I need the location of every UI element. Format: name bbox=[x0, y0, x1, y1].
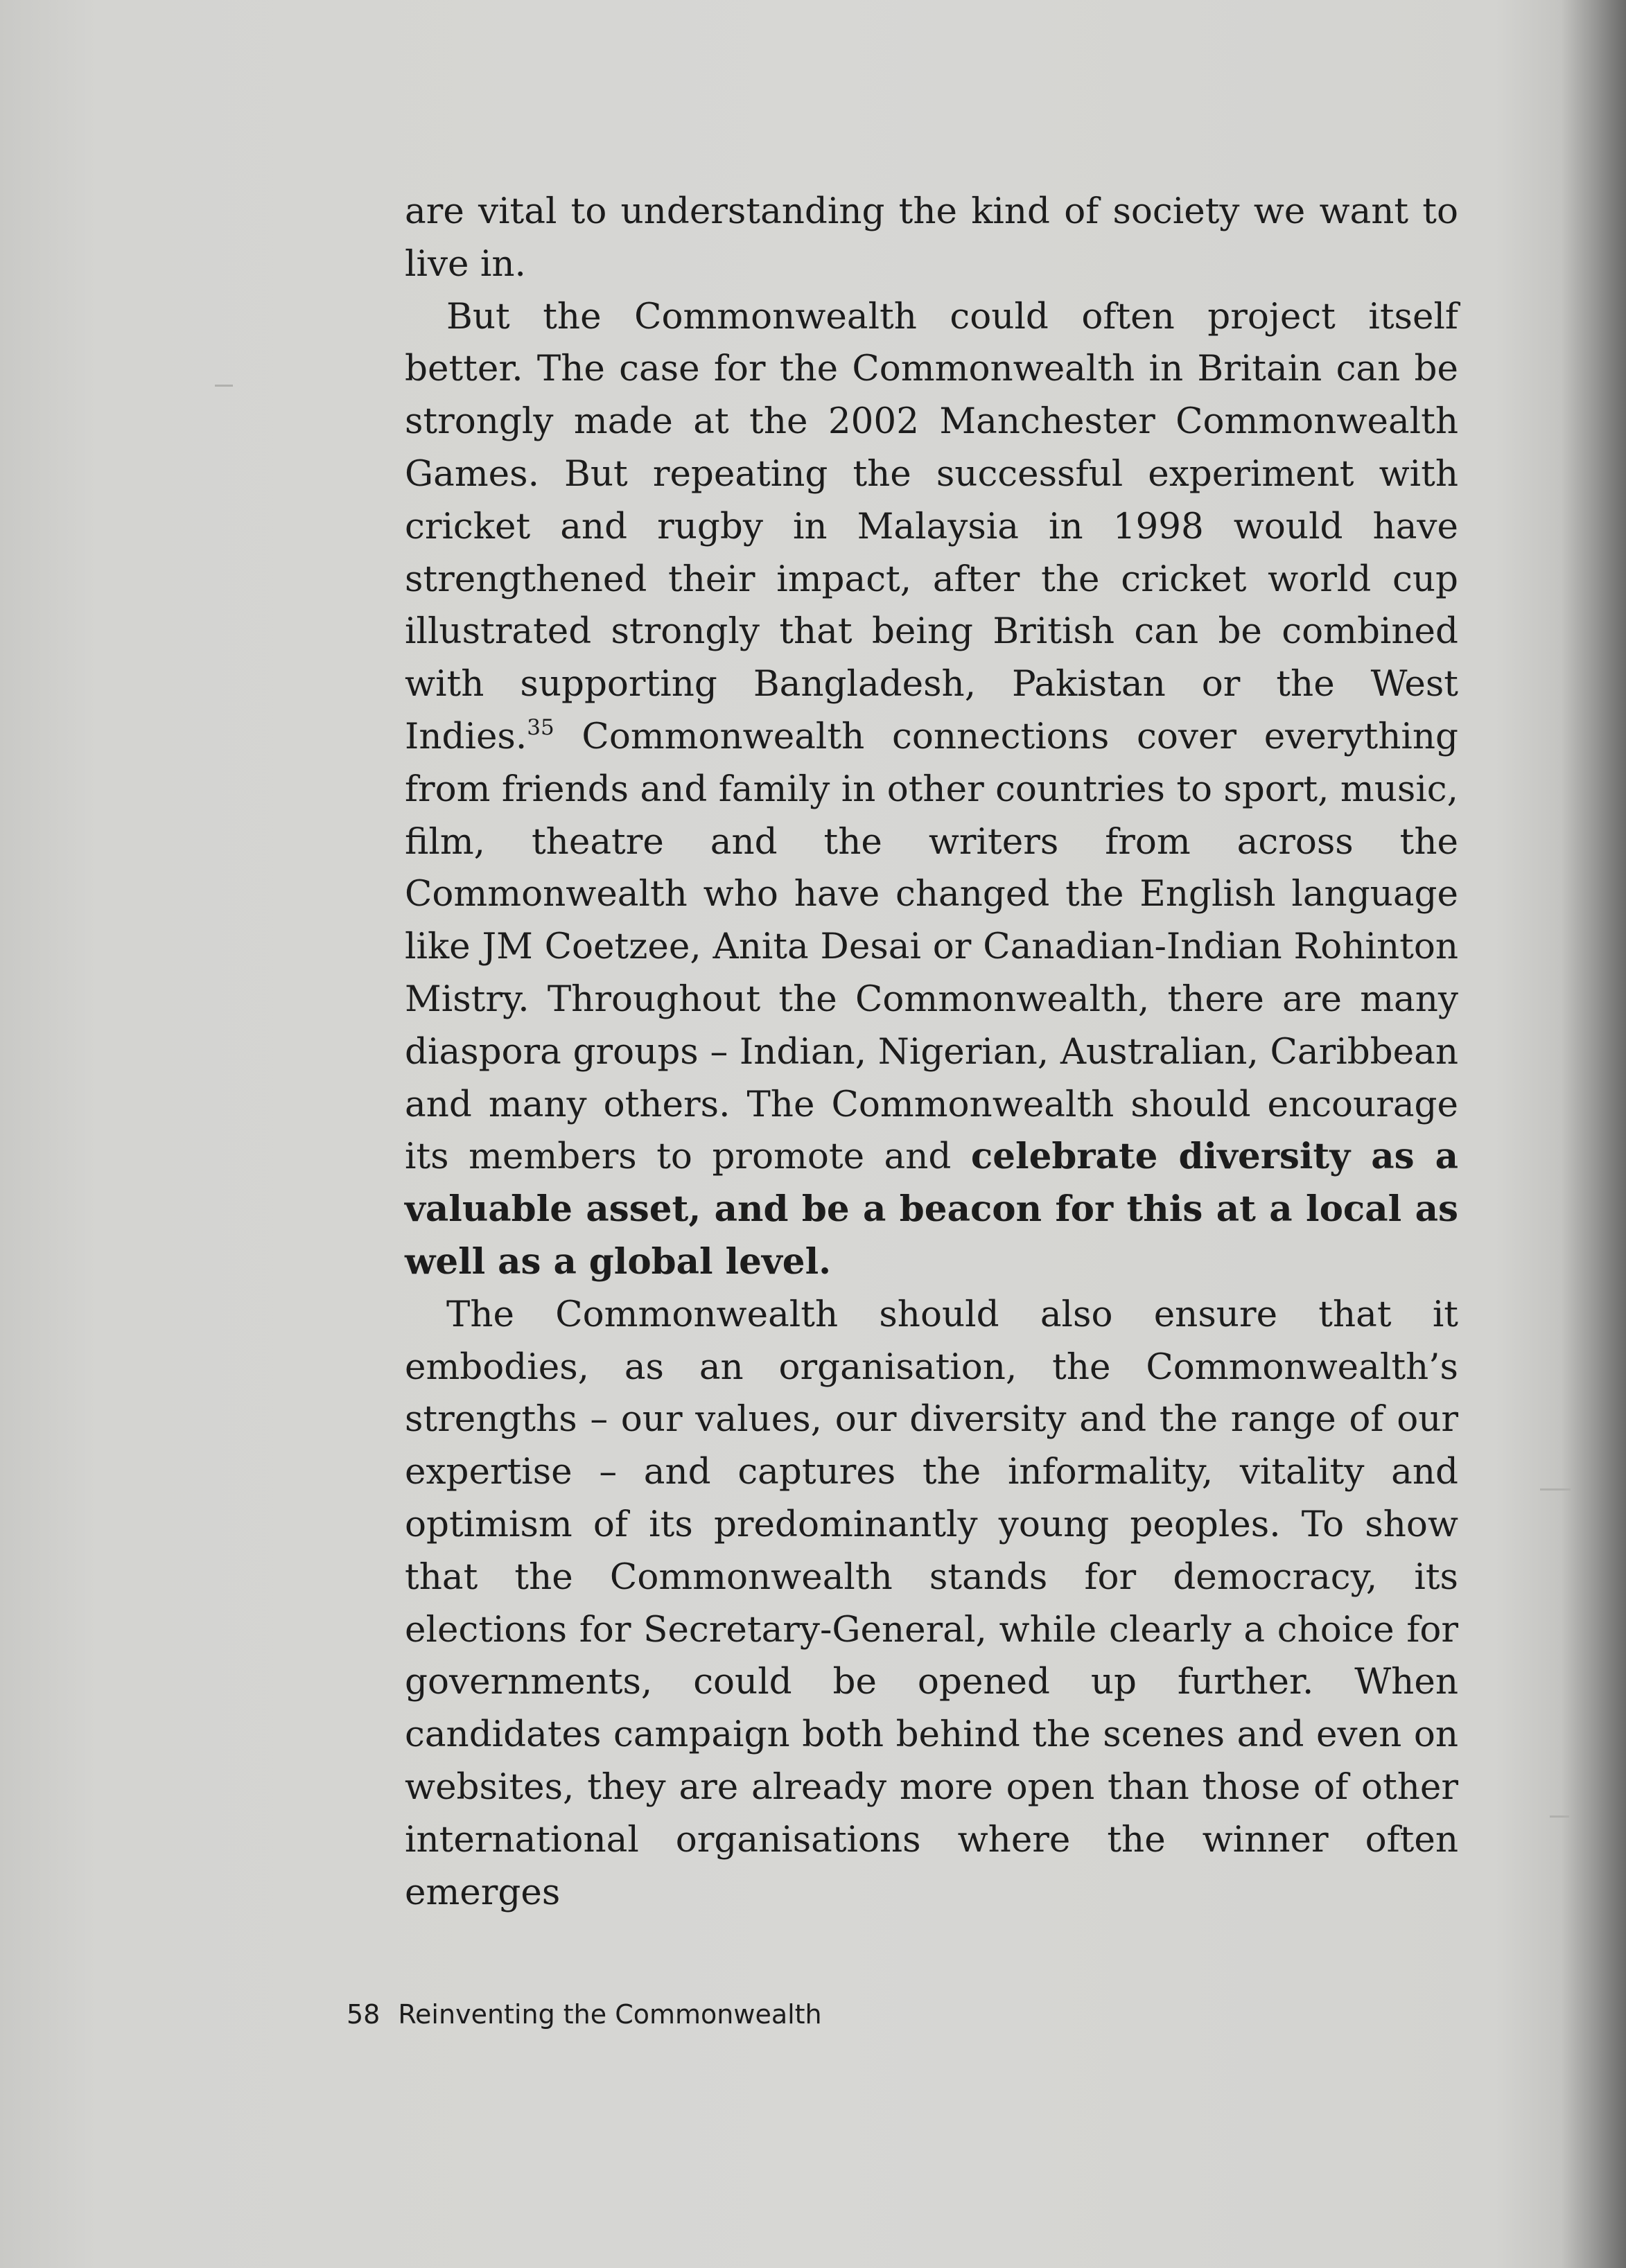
paragraph-text: But the Commonwealth could often project itself better. The case for the Commonwealth in Britain can be strongly made at the 2002 Manchester Commonwealth Games. But repeating the successful experiment with cricket and rugby in Malaysia in 1998 would have strengthened their impact, after the cricket world cup illustrated strongly that being British can be combined with supporting Bangladesh, Pakistan or the West Indies. bbox=[405, 295, 1458, 757]
paragraph-organisation: The Commonwealth should also ensure that it embodies, as an organisation, the Commonwealth’s strengths – our values, our diversity and the range of our expertise – and captures the informality, vitality and optimism of its predominantly young peoples. To show that the Commonwealth stands for democracy, its elections for Secretary-General, while clearly a choice for governments, could be opened up further. When candidates campaign both behind the scenes and even on websites, they are already more open than those of other international organisations where the winner often emerges bbox=[405, 1293, 1458, 1913]
page-number: 58 bbox=[347, 1999, 381, 2030]
margin-mark bbox=[215, 385, 233, 387]
running-title: Reinventing the Commonwealth bbox=[398, 1999, 822, 2030]
margin-mark bbox=[1550, 1816, 1569, 1818]
footnote-reference: 35 bbox=[527, 714, 554, 740]
paragraph-commonwealth-projection bbox=[405, 291, 1458, 1289]
paragraph-continuation: are vital to understanding the kind of society we want to live in. bbox=[405, 191, 1458, 285]
paragraph-text: Commonwealth connections cover everything from friends and family in other countries to sport, music, film, theatre and the writers from across the Commonwealth who have changed the English language like JM Coetzee, Anita Desai or Canadian-Indian Rohinton Mistry. Throughout the Commonwealth, there are many diaspora groups – Indian, Nigerian, Australian, Caribbean and many others. The Commonwealth should encourage its members to promote and bbox=[405, 715, 1458, 1178]
body-text bbox=[405, 186, 1458, 1919]
margin-mark bbox=[1540, 1488, 1571, 1491]
bold-emphasis: celebrate diversity as a valuable asset, and be a beacon for this at a local as well as a global level. bbox=[405, 1136, 1458, 1283]
page-footer bbox=[347, 1999, 822, 2030]
